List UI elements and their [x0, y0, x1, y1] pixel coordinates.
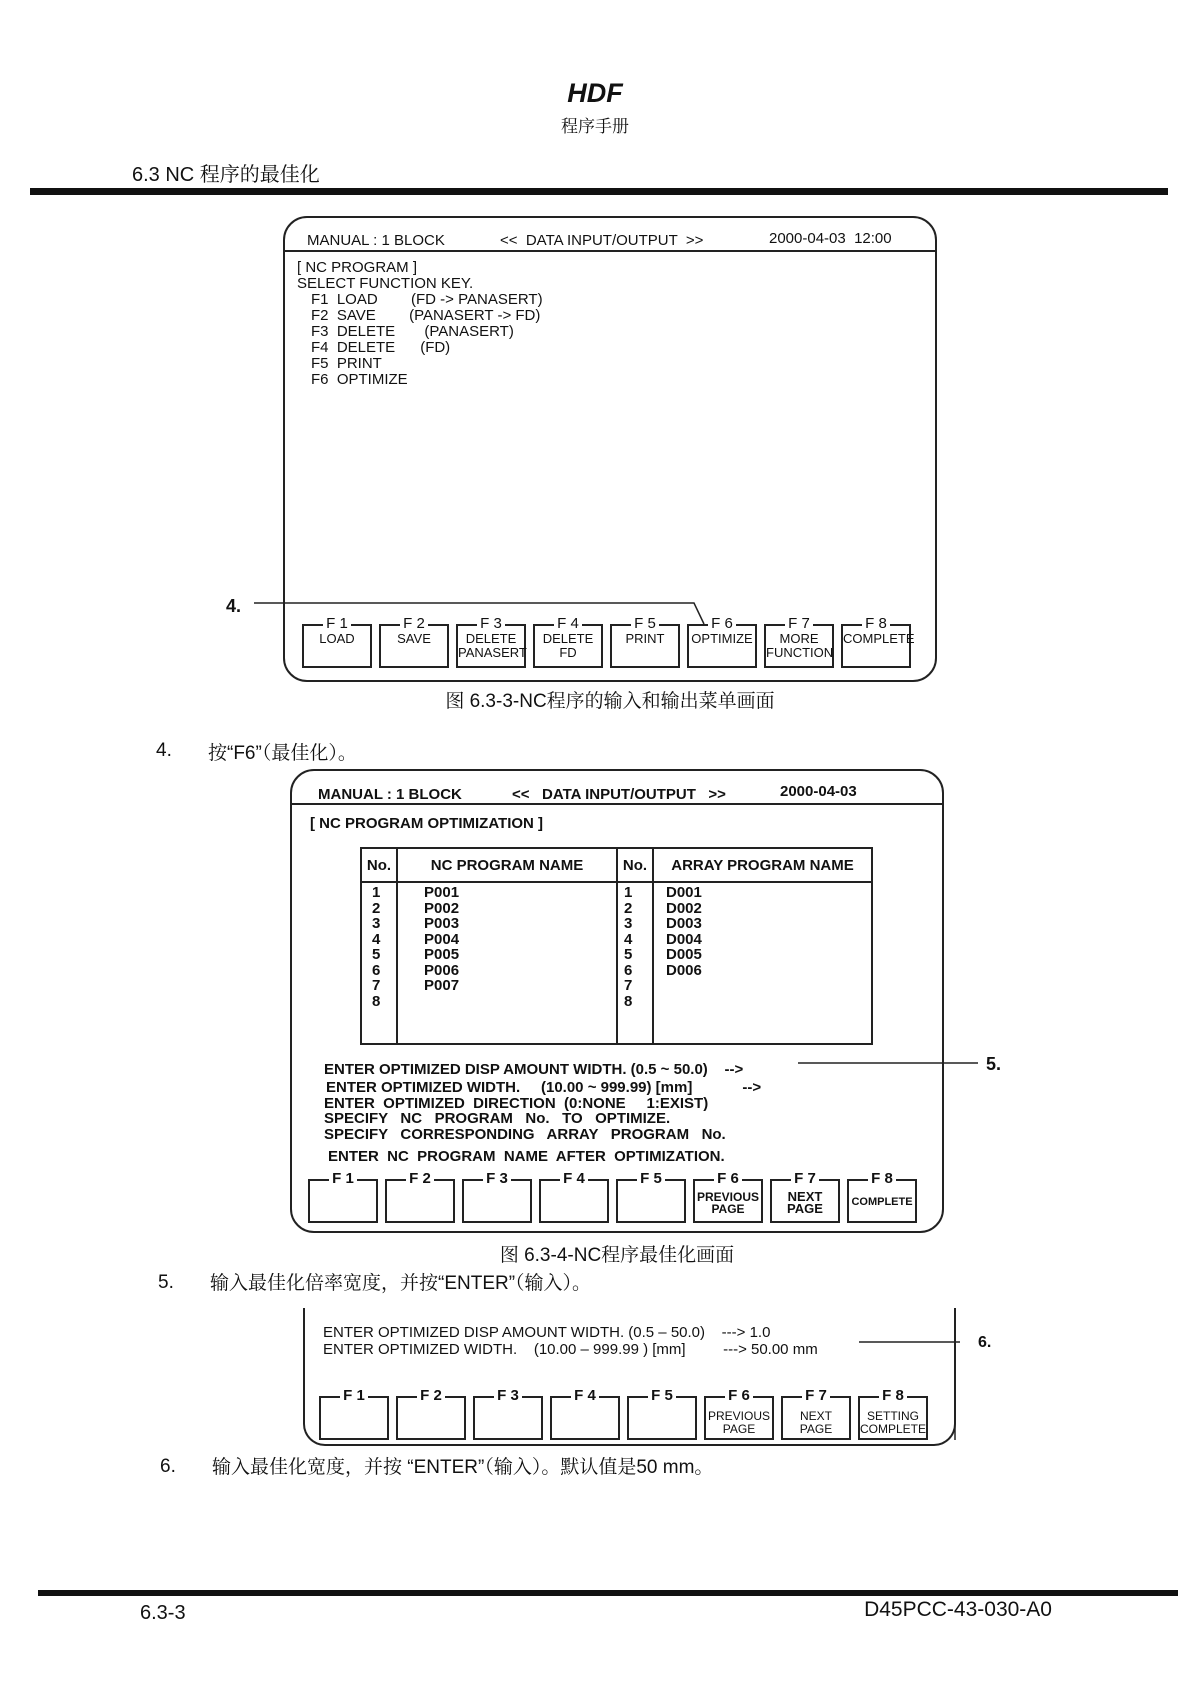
screen-title: << DATA INPUT/OUTPUT >> — [500, 232, 704, 249]
width-entry: ENTER OPTIMIZED WIDTH. (10.00 – 999.99 ) [mm] ---> 50.00 mm — [323, 1341, 818, 1358]
menu-line: F6 OPTIMIZE — [311, 371, 408, 388]
f8-key[interactable]: F 8 COMPLETE — [847, 1179, 917, 1223]
date: 2000-04-03 — [780, 783, 857, 800]
program-table — [360, 847, 873, 1045]
step-6-text: 输入最佳化宽度，并按 “ENTER”（输入）。默认值是50 mm。 — [212, 1457, 714, 1478]
f3-key[interactable]: F 3 — [462, 1179, 532, 1223]
menu-line: F5 PRINT — [311, 355, 382, 372]
f5-key[interactable]: F 5 — [627, 1396, 697, 1440]
f1-key[interactable]: F 1 — [308, 1179, 378, 1223]
callout-4: 4. — [226, 596, 242, 616]
mode-label: MANUAL : 1 BLOCK — [318, 786, 462, 803]
step-5-number: 5. — [158, 1272, 174, 1293]
footer-rule — [38, 1590, 1178, 1596]
step-6-number: 6. — [160, 1456, 176, 1477]
f2-key[interactable]: F 2 — [396, 1396, 466, 1440]
step-4-text: 按“F6”（最佳化）。 — [208, 743, 357, 764]
col-no: No. — [617, 848, 653, 882]
figure-caption-1: 图 6.3-3-NC程序的输入和输出菜单画面 — [445, 691, 775, 712]
array-no-cell: 1 2 3 4 5 6 7 8 — [617, 882, 653, 1044]
nc-name-cell: P001 P002 P003 P004 P005 P006 P007 — [397, 882, 617, 1044]
f2-key[interactable]: F 2 — [385, 1179, 455, 1223]
nc-no-cell: 1 2 3 4 5 6 7 8 — [361, 882, 397, 1044]
f6-key[interactable]: F 6 PREVIOUS PAGE — [693, 1179, 763, 1223]
disp-width-entry: ENTER OPTIMIZED DISP AMOUNT WIDTH. (0.5 – 50.0) ---> 1.0 — [323, 1324, 771, 1341]
prompt-width: ENTER OPTIMIZED WIDTH. (10.00 ~ 999.99) [mm] --> — [326, 1079, 762, 1096]
section-title: 6.3 NC 程序的最佳化 — [132, 164, 320, 186]
prompt-direction: ENTER OPTIMIZED DIRECTION (0:NONE 1:EXIST) — [324, 1095, 709, 1112]
prompt-program-name: ENTER NC PROGRAM NAME AFTER OPTIMIZATION. — [328, 1148, 725, 1165]
f4-key[interactable]: F 4 — [539, 1179, 609, 1223]
array-name-cell: D001 D002 D003 D004 D005 D006 — [653, 882, 872, 1044]
step-4-number: 4. — [156, 740, 172, 761]
prompt-nc-program: SPECIFY NC PROGRAM No. TO OPTIMIZE. — [324, 1110, 671, 1127]
f7-key[interactable]: F 7 NEXT PAGE — [781, 1396, 851, 1440]
f6-key[interactable]: F 6 OPTIMIZE — [687, 624, 757, 668]
col-nc-program-name: NC PROGRAM NAME — [397, 848, 617, 882]
optimization-heading: [ NC PROGRAM OPTIMIZATION ] — [310, 815, 544, 832]
f6-key[interactable]: F 6 PREVIOUS PAGE — [704, 1396, 774, 1440]
f8-key[interactable]: F 8 SETTING COMPLETE — [858, 1396, 928, 1440]
callout-5: 5. — [986, 1054, 1002, 1074]
f1-key[interactable]: F 1 LOAD — [302, 624, 372, 668]
f1-key[interactable]: F 1 — [319, 1396, 389, 1440]
menu-line: F4 DELETE (FD) — [311, 339, 451, 356]
mode-label: MANUAL : 1 BLOCK — [307, 232, 445, 249]
document-code: D45PCC-43-030-A0 — [864, 1598, 1052, 1621]
menu-line: F1 LOAD (FD -> PANASERT) — [311, 291, 543, 308]
menu-line: F3 DELETE (PANASERT) — [311, 323, 514, 340]
f8-key[interactable]: F 8 COMPLETE — [841, 624, 911, 668]
f4-key[interactable]: F 4 DELETE FD — [533, 624, 603, 668]
document-title: HDF — [567, 78, 623, 108]
col-no: No. — [361, 848, 397, 882]
screen-width-entry — [303, 1308, 956, 1446]
page-number: 6.3-3 — [140, 1602, 186, 1624]
f5-key[interactable]: F 5 PRINT — [610, 624, 680, 668]
menu-line: SELECT FUNCTION KEY. — [297, 275, 474, 292]
f3-key[interactable]: F 3 DELETE PANASERT — [456, 624, 526, 668]
figure-caption-2: 图 6.3-4-NC程序最佳化画面 — [499, 1245, 735, 1266]
screen-optimization — [290, 769, 944, 1233]
f2-key[interactable]: F 2 SAVE — [379, 624, 449, 668]
f3-key[interactable]: F 3 — [473, 1396, 543, 1440]
f4-key[interactable]: F 4 — [550, 1396, 620, 1440]
step-5-text: 输入最佳化倍率宽度，并按“ENTER”（输入）。 — [210, 1273, 592, 1294]
menu-line: [ NC PROGRAM ] — [297, 259, 418, 276]
callout-6: 6. — [978, 1334, 992, 1351]
prompt-array-program: SPECIFY CORRESPONDING ARRAY PROGRAM No. — [324, 1126, 726, 1143]
f5-key[interactable]: F 5 — [616, 1179, 686, 1223]
menu-line: F2 SAVE (PANASERT -> FD) — [311, 307, 541, 324]
screen-title: << DATA INPUT/OUTPUT >> — [512, 786, 726, 803]
document-subtitle: 程序手册 — [561, 117, 629, 136]
f7-key[interactable]: F 7 NEXT PAGE — [770, 1179, 840, 1223]
col-array-program-name: ARRAY PROGRAM NAME — [653, 848, 872, 882]
f7-key[interactable]: F 7 MORE FUNCTION — [764, 624, 834, 668]
datetime: 2000-04-03 12:00 — [769, 230, 892, 247]
prompt-disp-width: ENTER OPTIMIZED DISP AMOUNT WIDTH. (0.5 ~ 50.0) --> — [324, 1061, 744, 1078]
